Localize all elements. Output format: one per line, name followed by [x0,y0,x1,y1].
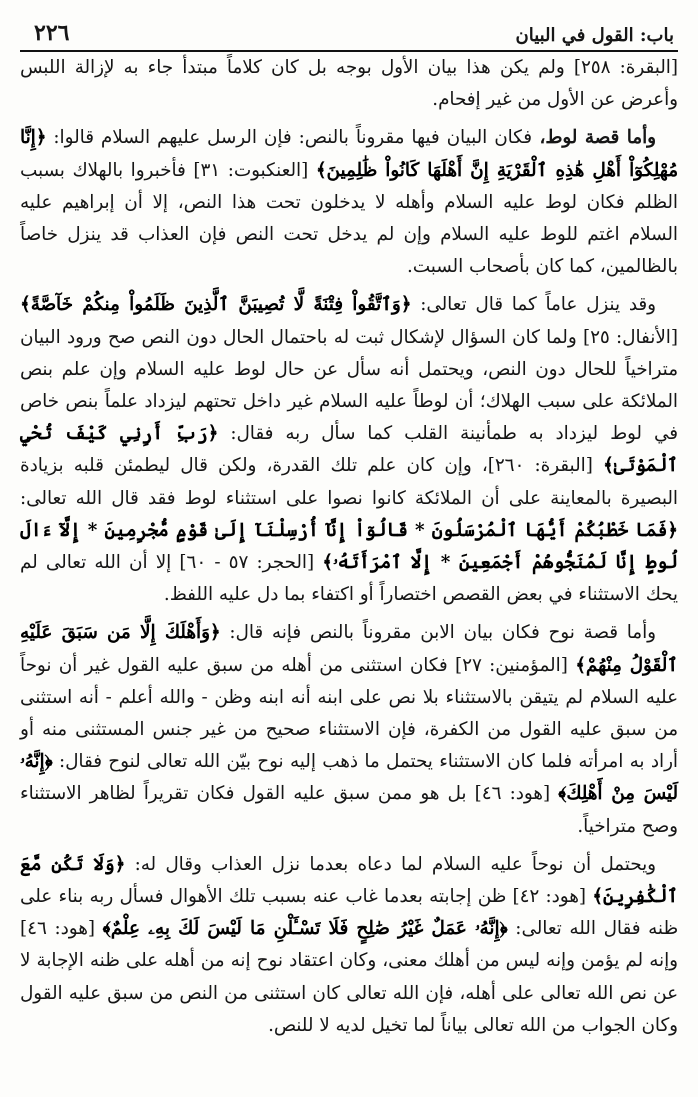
text-run: [البقرة: ٢٥٨] ولم يكن هذا بيان الأول بوجه بل كان كلاماً مبتدأ جاء به لإزالة اللبس وأعرض عن الأول من غير إفحام. [20,57,678,111]
quran-verse: ﴿وَأَهْلَكَ إِلَّا مَن سَبَقَ عَلَيْهِ ٱلْقَوْلُ مِنْهُمْ﴾ [20,622,678,676]
quran-verse: ﴿وَٱتَّقُواْ فِتْنَةً لَّا تُصِيبَنَّ ٱلَّذِينَ ظَلَمُواْ مِنكُمْ خَآصَّةً﴾ [20,294,412,316]
page-header [20,0,678,50]
quran-verse: ﴿إِنَّا مُهْلِكُوٓاْ أَهْلِ هَٰذِهِ ٱلْقَرْيَةِ إِنَّ أَهْلَهَا كَانُواْ ظَٰلِمِينَ﴾ [20,127,678,181]
quran-verse: ﴿إِنَّهُۥ عَمَلٌ غَيْرُ صَٰلِحٍ فَلَا تَسْـَٔلْنِ مَا لَيْسَ لَكَ بِهِۦ عِلْمٌ﴾ [102,918,508,940]
text-run: [هود: ٤٦] بل هو ممن سبق عليه القول فكان تقريراً لظاهر الاستثناء وصح متراخياً. [20,783,678,837]
text-run: [العنكبوت: ٣١] فأخبروا بالهلاك بسبب الظلم فكان لوط عليه السلام وأهله لا يدخلون تحت هذا النص، إلا أن إبراهيم عليه السلام اغتم للوط عليه السلام وإن لم يدخل تحت النص فإن العذاب قد ينزل خاصاً بالظالمين، كما كان بأصحاب السبت. [20,159,678,278]
text-run: [هود: ٤٢] ظن إجابته بعدما غاب عنه بسبب تلك الأهوال فسأل ربه بناء على ظنه فقال الله تعالى: [20,886,678,940]
quran-verse: ﴿فَمَا خَطْبُكُمْ أَيُّهَا ٱلْمُرْسَلُونَ * قَالُوٓاْ إِنَّآ أُرْسِلْنَآ إِلَىٰ قَوْمٍ مُّجْرِمِينَ * إِلَّآ ءَالَ لُوطٍ إِنَّا لَمُنَجُّوهُمْ أَجْمَعِينَ * إِلَّا ٱمْرَأَتَهُۥ﴾ [20,519,678,574]
quran-verse: ﴿رَبِّ أَرِنِي كَيْفَ تُحْيِ ٱلْمَوْتَىٰ﴾ [20,423,678,477]
text-run: [الأنفال: ٢٥] ولما كان السؤال لإشكال ثبت له باحتمال الحال دون النص صح ورود البيان متراخياً للحال دون النص، ويحتمل أنه سأل عن حال لوط عليه السلام وإن علم بنص الملائكة على سبب الهلاك؛ أن لوطاً عليه السلام غير داخل تحتهم ليزداد علماً بنص خاص في لوط ليزداد به طمأنينة القلب كما سأل ربه فقال: [20,326,679,445]
quran-verse: ﴿إِنَّهُۥ لَيْسَ مِنْ أَهْلِكَ﴾ [20,751,679,805]
section-heading-lut: وأما قصة لوط، [532,127,657,149]
text-run: [المؤمنين: ٢٧] فكان استثنى من أهله من سبق عليه القول غير أن نوحاً عليه السلام لم يتيقن بالاستثناء بلا نص على ابنه أنه ابنه وظن - والله أعلم - أنه استثنى من سبق عليه القول من الكفرة، فإن الاستثناء صحيح من غير جنس المستثنى منه أو أراد به امرأته فلما كان الاستثناء يحتمل ما ذهب إليه نوح بيّن الله تعالى لنوح فقال: [20,654,678,773]
text-run: وقد ينزل عاماً كما قال تعالى: [411,294,656,316]
paragraph-1 [20,52,678,116]
text-run: [البقرة: ٢٦٠]، وإن كان علم تلك القدرة، ولكن قال ليطمئن قلبه بزيادة البصيرة بالمعاينة على أن الملائكة كانوا نصوا على استثناء لوط فقد قال الله تعالى: [20,455,678,509]
text-run: وأما قصة نوح فكان بيان الابن مقروناً بالنص فإنه قال: [220,622,657,644]
text-run: فكان البيان فيها مقروناً بالنص: فإن الرسل عليهم السلام قالوا: [46,127,533,149]
text-run: ويحتمل أن نوحاً عليه السلام لما دعاه بعدما نزل العذاب وقال له: [125,853,656,875]
paragraph-2 [20,122,678,283]
page-number: ٢٢٦ [34,20,70,46]
text-run: [الحجر: ٥٧ - ٦٠] إلا أن الله تعالى لم يحك الاستثناء في بعض القصص اختصاراً أو اكتفاء بما دل عليه اللفظ. [20,552,678,606]
quran-verse: ﴿وَلَا تَكُن مَّعَ ٱلْكَٰفِرِينَ﴾ [20,853,678,908]
paragraph-5 [20,849,678,1042]
chapter-title: باب: القول في البيان [515,25,674,46]
paragraph-4 [20,617,678,842]
page-body [20,52,678,1042]
text-run: [هود: ٤٦] وإنه لم يؤمن وإنه ليس من أهلك معنى، وكان اعتقاد نوح إنه من أهله على ظنه الإجابة لا عن نص الله تعالى على أهله، فإن الله تعالى كان استثنى من النص من سبق عليه القول وكان الجواب من الله تعالى بياناً لما تخيل لديه لا للنص. [20,918,678,1036]
paragraph-3 [20,289,678,611]
